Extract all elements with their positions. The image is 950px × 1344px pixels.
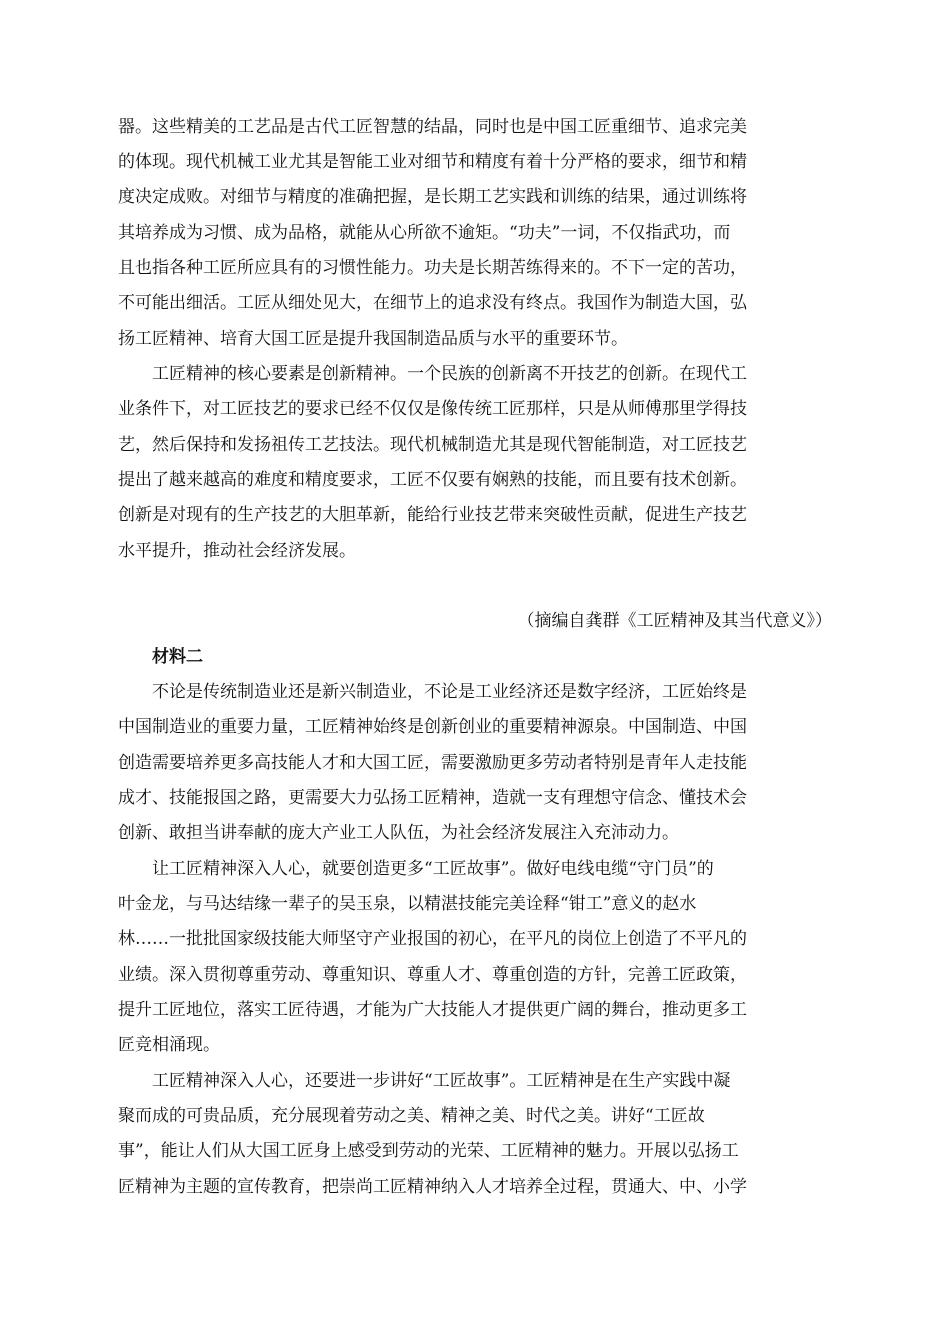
paragraph-line: 艺，然后保持和发扬祖传工艺技法。现代机械制造尤其是现代智能制造，对工匠技艺 — [118, 435, 747, 455]
paragraph-line: 提出了越来越高的难度和精度要求，工匠不仅要有娴熟的技能，而且要有技术创新。 — [118, 470, 747, 490]
paragraph-line: 工匠精神的核心要素是创新精神。一个民族的创新离不开技艺的创新。在现代工 — [152, 364, 747, 384]
paragraph-line: 不可能出细活。工匠从细处见大，在细节上的追求没有终点。我国作为制造大国，弘 — [118, 293, 747, 313]
paragraph-line: 水平提升，推动社会经济发展。 — [118, 541, 356, 561]
paragraph-line: 匠精神为主题的宣传教育，把崇尚工匠精神纳入人才培养全过程，贯通大、中、小学 — [118, 1177, 747, 1197]
paragraph-line: 其培养成为习惯、成为品格，就能从心所欲不逾矩。“功夫”一词，不仅指武功，而 — [118, 223, 731, 243]
paragraph-line: 事”，能让人们从大国工匠身上感受到劳动的光荣、工匠精神的魅力。开展以弘扬工 — [118, 1141, 739, 1161]
paragraph-line: 不论是传统制造业还是新兴制造业，不论是工业经济还是数字经济，工匠始终是 — [152, 682, 747, 702]
paragraph-line: 叶金龙，与马达结缘一辈子的吴玉泉，以精湛技能完美诠释“钳工”意义的赵水 — [118, 894, 697, 914]
paragraph-line: 聚而成的可贵品质，充分展现着劳动之美、精神之美、时代之美。讲好“工匠故 — [118, 1106, 705, 1126]
paragraph-line: 工匠精神深入人心，还要进一步讲好“工匠故事”。工匠精神是在生产实践中凝 — [152, 1071, 731, 1091]
paragraph-line: 业绩。深入贯彻尊重劳动、尊重知识、尊重人才、尊重创造的方针，完善工匠政策， — [118, 965, 747, 985]
paragraph-line: 创新、敢担当讲奉献的庞大产业工人队伍，为社会经济发展注入充沛动力。 — [118, 823, 679, 843]
material-heading: 材料二 — [152, 647, 203, 667]
paragraph-line: 中国制造业的重要力量，工匠精神始终是创新创业的重要精神源泉。中国制造、中国 — [118, 717, 747, 737]
paragraph-line — [118, 574, 828, 598]
paragraph-line: 匠竞相涌现。 — [118, 1035, 220, 1055]
source-citation: （摘编自龚群《工匠精神及其当代意义》） — [517, 611, 832, 631]
paragraph-line: 让工匠精神深入人心，就要创造更多“工匠故事”。做好电线电缆“守门员”的 — [152, 859, 714, 879]
paragraph-line: 成才、技能报国之路，更需要大力弘扬工匠精神，造就一支有理想守信念、懂技术会 — [118, 788, 747, 808]
paragraph-line: 林……一批批国家级技能大师坚守产业报国的初心，在平凡的岗位上创造了不平凡的 — [118, 929, 747, 949]
paragraph-line: 度决定成败。对细节与精度的准确把握，是长期工艺实践和训练的结果，通过训练将 — [118, 187, 747, 207]
paragraph-line: 且也指各种工匠所应具有的习惯性能力。功夫是长期苦练得来的。不下一定的苦功， — [118, 258, 747, 278]
paragraph-line: 的体现。现代机械工业尤其是智能工业对细节和精度有着十分严格的要求，细节和精 — [118, 152, 747, 172]
paragraph-line: 器。这些精美的工艺品是古代工匠智慧的结晶，同时也是中国工匠重细节、追求完美 — [118, 117, 747, 137]
paragraph-line: 业条件下，对工匠技艺的要求已经不仅仅是像传统工匠那样，只是从师傅那里学得技 — [118, 399, 747, 419]
paragraph-line: 创新是对现有的生产技艺的大胆革新，能给行业技艺带来突破性贡献，促进生产技艺 — [118, 505, 747, 525]
paragraph-line: 提升工匠地位，落实工匠待遇，才能为广大技能人才提供更广阔的舞台，推动更多工 — [118, 1000, 747, 1020]
paragraph-line: 扬工匠精神、培育大国工匠是提升我国制造品质与水平的重要环节。 — [118, 329, 628, 349]
paragraph-line: 创造需要培养更多高技能人才和大国工匠，需要激励更多劳动者特别是青年人走技能 — [118, 753, 747, 773]
